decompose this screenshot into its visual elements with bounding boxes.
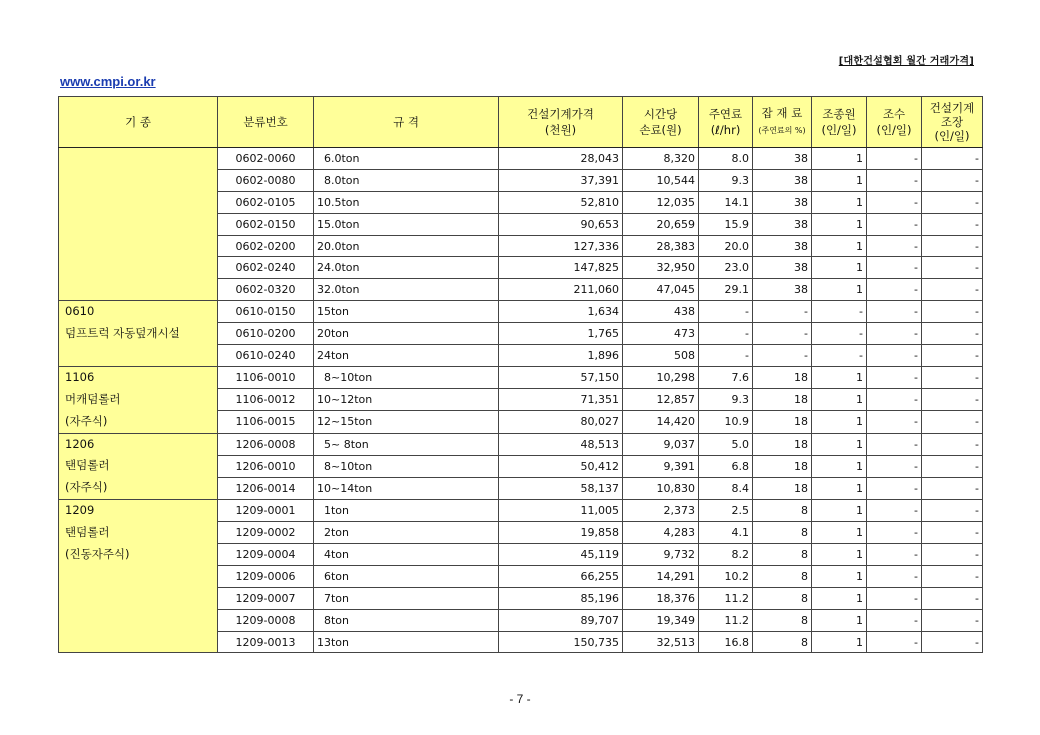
operator-cell: 1 bbox=[812, 366, 867, 388]
fuel-cell: - bbox=[699, 323, 753, 345]
spec-cell: 20.0ton bbox=[314, 235, 499, 257]
price-cell: 150,735 bbox=[499, 631, 623, 653]
machine-kind-cell bbox=[59, 301, 218, 367]
foreman-cell: - bbox=[922, 587, 983, 609]
classification-code-cell: 0602-0105 bbox=[218, 191, 314, 213]
price-cell: 66,255 bbox=[499, 565, 623, 587]
fuel-cell: 8.0 bbox=[699, 148, 753, 170]
hourly-cost-cell: 12,035 bbox=[623, 191, 699, 213]
price-cell: 127,336 bbox=[499, 235, 623, 257]
machine-kind-line: (자주식) bbox=[65, 480, 108, 495]
fuel-cell: 5.0 bbox=[699, 433, 753, 455]
misc-material-cell: 38 bbox=[753, 169, 812, 191]
classification-code-cell: 0602-0060 bbox=[218, 148, 314, 170]
fuel-cell: 15.9 bbox=[699, 213, 753, 235]
misc-material-cell: 8 bbox=[753, 544, 812, 566]
misc-material-cell: - bbox=[753, 301, 812, 323]
classification-code-cell: 1209-0008 bbox=[218, 609, 314, 631]
hourly-cost-cell: 10,298 bbox=[623, 366, 699, 388]
foreman-cell: - bbox=[922, 191, 983, 213]
fuel-cell: 29.1 bbox=[699, 279, 753, 301]
foreman-cell: - bbox=[922, 478, 983, 500]
fuel-cell: 8.2 bbox=[699, 544, 753, 566]
fuel-cell: 10.9 bbox=[699, 411, 753, 433]
machine-kind-cell bbox=[59, 366, 218, 433]
assistant-cell: - bbox=[867, 279, 922, 301]
misc-material-cell: 18 bbox=[753, 366, 812, 388]
spec-cell: 13ton bbox=[314, 631, 499, 653]
price-cell: 80,027 bbox=[499, 411, 623, 433]
header-operator: 조종원 (인/일) bbox=[812, 97, 867, 148]
misc-material-cell: 38 bbox=[753, 279, 812, 301]
spec-cell: 5~ 8ton bbox=[314, 433, 499, 455]
misc-material-cell: 38 bbox=[753, 148, 812, 170]
misc-material-cell: 38 bbox=[753, 235, 812, 257]
machine-kind-cell bbox=[59, 148, 218, 301]
assistant-cell: - bbox=[867, 522, 922, 544]
hourly-cost-cell: 8,320 bbox=[623, 148, 699, 170]
spec-cell: 20ton bbox=[314, 323, 499, 345]
misc-material-cell: 38 bbox=[753, 213, 812, 235]
table-row bbox=[59, 433, 983, 455]
operator-cell: 1 bbox=[812, 587, 867, 609]
foreman-cell: - bbox=[922, 257, 983, 279]
machine-kind-line: 1206 bbox=[65, 436, 95, 451]
operator-cell: 1 bbox=[812, 235, 867, 257]
header-misc: 잡 재 료 (주연료의 %) bbox=[753, 97, 812, 148]
foreman-cell: - bbox=[922, 631, 983, 653]
hourly-cost-cell: 10,544 bbox=[623, 169, 699, 191]
header-foreman: 건설기계 조장 (인/일) bbox=[922, 97, 983, 148]
header-price: 건설기계가격 (천원) bbox=[499, 97, 623, 148]
hourly-cost-cell: 12,857 bbox=[623, 389, 699, 411]
misc-material-cell: 18 bbox=[753, 411, 812, 433]
hourly-cost-cell: 508 bbox=[623, 345, 699, 367]
assistant-cell: - bbox=[867, 455, 922, 477]
misc-material-cell: 8 bbox=[753, 565, 812, 587]
classification-code-cell: 0602-0240 bbox=[218, 257, 314, 279]
spec-cell: 8~10ton bbox=[314, 366, 499, 388]
operator-cell: 1 bbox=[812, 478, 867, 500]
machine-kind-line: 덤프트럭 자동덮개시설 bbox=[65, 326, 180, 341]
price-cell: 85,196 bbox=[499, 587, 623, 609]
spec-cell: 32.0ton bbox=[314, 279, 499, 301]
price-cell: 1,896 bbox=[499, 345, 623, 367]
header-hourly: 시간당 손료(원) bbox=[623, 97, 699, 148]
spec-cell: 2ton bbox=[314, 522, 499, 544]
hourly-cost-cell: 2,373 bbox=[623, 500, 699, 522]
table-row bbox=[59, 500, 983, 522]
hourly-cost-cell: 20,659 bbox=[623, 213, 699, 235]
header-assistant: 조수 (인/일) bbox=[867, 97, 922, 148]
fuel-cell: 9.3 bbox=[699, 389, 753, 411]
foreman-cell: - bbox=[922, 345, 983, 367]
misc-material-cell: 8 bbox=[753, 522, 812, 544]
hourly-cost-cell: 4,283 bbox=[623, 522, 699, 544]
classification-code-cell: 1106-0015 bbox=[218, 411, 314, 433]
spec-cell: 15ton bbox=[314, 301, 499, 323]
operator-cell: 1 bbox=[812, 169, 867, 191]
hourly-cost-cell: 14,420 bbox=[623, 411, 699, 433]
foreman-cell: - bbox=[922, 522, 983, 544]
classification-code-cell: 0602-0320 bbox=[218, 279, 314, 301]
operator-cell: 1 bbox=[812, 522, 867, 544]
operator-cell: 1 bbox=[812, 148, 867, 170]
misc-material-cell: 18 bbox=[753, 389, 812, 411]
foreman-cell: - bbox=[922, 213, 983, 235]
table-row bbox=[59, 301, 983, 323]
hourly-cost-cell: 47,045 bbox=[623, 279, 699, 301]
foreman-cell: - bbox=[922, 544, 983, 566]
hourly-cost-cell: 9,391 bbox=[623, 455, 699, 477]
machine-kind-line: (자주식) bbox=[65, 413, 108, 428]
assistant-cell: - bbox=[867, 345, 922, 367]
assistant-cell: - bbox=[867, 169, 922, 191]
hourly-cost-cell: 438 bbox=[623, 301, 699, 323]
table-body bbox=[59, 148, 983, 653]
assistant-cell: - bbox=[867, 257, 922, 279]
machine-kind-line: 0610 bbox=[65, 304, 95, 319]
operator-cell: 1 bbox=[812, 257, 867, 279]
hourly-cost-cell: 9,037 bbox=[623, 433, 699, 455]
misc-material-cell: 8 bbox=[753, 609, 812, 631]
fuel-cell: 11.2 bbox=[699, 609, 753, 631]
machine-kind-cell bbox=[59, 500, 218, 653]
spec-cell: 4ton bbox=[314, 544, 499, 566]
misc-material-cell: 8 bbox=[753, 587, 812, 609]
hourly-cost-cell: 28,383 bbox=[623, 235, 699, 257]
foreman-cell: - bbox=[922, 500, 983, 522]
classification-code-cell: 1206-0014 bbox=[218, 478, 314, 500]
operator-cell: 1 bbox=[812, 544, 867, 566]
operator-cell: - bbox=[812, 301, 867, 323]
price-cell: 45,119 bbox=[499, 544, 623, 566]
spec-cell: 24.0ton bbox=[314, 257, 499, 279]
operator-cell: - bbox=[812, 323, 867, 345]
misc-material-cell: - bbox=[753, 345, 812, 367]
foreman-cell: - bbox=[922, 389, 983, 411]
foreman-cell: - bbox=[922, 169, 983, 191]
spec-cell: 15.0ton bbox=[314, 213, 499, 235]
price-cell: 71,351 bbox=[499, 389, 623, 411]
foreman-cell: - bbox=[922, 455, 983, 477]
operator-cell: 1 bbox=[812, 500, 867, 522]
assistant-cell: - bbox=[867, 500, 922, 522]
assistant-cell: - bbox=[867, 433, 922, 455]
operator-cell: 1 bbox=[812, 433, 867, 455]
price-cell: 50,412 bbox=[499, 455, 623, 477]
misc-material-cell: 18 bbox=[753, 478, 812, 500]
machine-kind-line: 탠덤롤러 bbox=[65, 458, 110, 473]
price-cell: 28,043 bbox=[499, 148, 623, 170]
operator-cell: 1 bbox=[812, 389, 867, 411]
assistant-cell: - bbox=[867, 389, 922, 411]
assistant-cell: - bbox=[867, 587, 922, 609]
price-cell: 19,858 bbox=[499, 522, 623, 544]
fuel-cell: - bbox=[699, 301, 753, 323]
hourly-cost-cell: 18,376 bbox=[623, 587, 699, 609]
assistant-cell: - bbox=[867, 235, 922, 257]
header-kind: 기 종 bbox=[59, 97, 218, 148]
assistant-cell: - bbox=[867, 191, 922, 213]
operator-cell: 1 bbox=[812, 609, 867, 631]
foreman-cell: - bbox=[922, 366, 983, 388]
misc-material-cell: 18 bbox=[753, 455, 812, 477]
website-link[interactable]: www.cmpi.or.kr bbox=[60, 74, 156, 89]
assistant-cell: - bbox=[867, 609, 922, 631]
fuel-cell: 23.0 bbox=[699, 257, 753, 279]
assistant-cell: - bbox=[867, 544, 922, 566]
fuel-cell: 2.5 bbox=[699, 500, 753, 522]
classification-code-cell: 0610-0200 bbox=[218, 323, 314, 345]
header-spec: 규 격 bbox=[314, 97, 499, 148]
hourly-cost-cell: 10,830 bbox=[623, 478, 699, 500]
machine-kind-cell bbox=[59, 433, 218, 500]
classification-code-cell: 1206-0008 bbox=[218, 433, 314, 455]
foreman-cell: - bbox=[922, 235, 983, 257]
operator-cell: 1 bbox=[812, 191, 867, 213]
price-cell: 1,765 bbox=[499, 323, 623, 345]
price-cell: 1,634 bbox=[499, 301, 623, 323]
classification-code-cell: 0602-0150 bbox=[218, 213, 314, 235]
hourly-cost-cell: 9,732 bbox=[623, 544, 699, 566]
machine-kind-line: 1209 bbox=[65, 503, 95, 518]
header-fuel: 주연료 (ℓ/hr) bbox=[699, 97, 753, 148]
price-cell: 37,391 bbox=[499, 169, 623, 191]
price-table bbox=[58, 96, 983, 653]
foreman-cell: - bbox=[922, 411, 983, 433]
misc-material-cell: - bbox=[753, 323, 812, 345]
assistant-cell: - bbox=[867, 148, 922, 170]
foreman-cell: - bbox=[922, 148, 983, 170]
operator-cell: 1 bbox=[812, 565, 867, 587]
assistant-cell: - bbox=[867, 565, 922, 587]
fuel-cell: 14.1 bbox=[699, 191, 753, 213]
foreman-cell: - bbox=[922, 565, 983, 587]
spec-cell: 10~12ton bbox=[314, 389, 499, 411]
classification-code-cell: 1209-0013 bbox=[218, 631, 314, 653]
classification-code-cell: 1106-0012 bbox=[218, 389, 314, 411]
spec-cell: 8.0ton bbox=[314, 169, 499, 191]
operator-cell: 1 bbox=[812, 213, 867, 235]
spec-cell: 8~10ton bbox=[314, 455, 499, 477]
classification-code-cell: 1209-0004 bbox=[218, 544, 314, 566]
table-header-row bbox=[59, 97, 983, 148]
assistant-cell: - bbox=[867, 478, 922, 500]
classification-code-cell: 1209-0002 bbox=[218, 522, 314, 544]
assistant-cell: - bbox=[867, 323, 922, 345]
classification-code-cell: 1206-0010 bbox=[218, 455, 314, 477]
table-row bbox=[59, 366, 983, 388]
machine-kind-line: (진동자주식) bbox=[65, 547, 130, 562]
machine-kind-line: 탠덤롤러 bbox=[65, 525, 110, 540]
operator-cell: 1 bbox=[812, 455, 867, 477]
price-cell: 211,060 bbox=[499, 279, 623, 301]
hourly-cost-cell: 473 bbox=[623, 323, 699, 345]
hourly-cost-cell: 14,291 bbox=[623, 565, 699, 587]
spec-cell: 7ton bbox=[314, 587, 499, 609]
foreman-cell: - bbox=[922, 301, 983, 323]
classification-code-cell: 1106-0010 bbox=[218, 366, 314, 388]
operator-cell: 1 bbox=[812, 411, 867, 433]
classification-code-cell: 0610-0240 bbox=[218, 345, 314, 367]
fuel-cell: 4.1 bbox=[699, 522, 753, 544]
foreman-cell: - bbox=[922, 609, 983, 631]
publisher-title: [대한건설협회 월간 거래가격] bbox=[838, 56, 974, 67]
assistant-cell: - bbox=[867, 366, 922, 388]
classification-code-cell: 1209-0007 bbox=[218, 587, 314, 609]
page-number: - 7 - bbox=[509, 692, 531, 706]
fuel-cell: 10.2 bbox=[699, 565, 753, 587]
assistant-cell: - bbox=[867, 411, 922, 433]
machine-kind-line: 1106 bbox=[65, 369, 95, 384]
assistant-cell: - bbox=[867, 301, 922, 323]
foreman-cell: - bbox=[922, 323, 983, 345]
assistant-cell: - bbox=[867, 213, 922, 235]
classification-code-cell: 1209-0001 bbox=[218, 500, 314, 522]
spec-cell: 12~15ton bbox=[314, 411, 499, 433]
classification-code-cell: 0602-0080 bbox=[218, 169, 314, 191]
misc-material-cell: 18 bbox=[753, 433, 812, 455]
spec-cell: 6ton bbox=[314, 565, 499, 587]
price-cell: 52,810 bbox=[499, 191, 623, 213]
foreman-cell: - bbox=[922, 433, 983, 455]
assistant-cell: - bbox=[867, 631, 922, 653]
table-row bbox=[59, 148, 983, 170]
classification-code-cell: 0610-0150 bbox=[218, 301, 314, 323]
hourly-cost-cell: 32,513 bbox=[623, 631, 699, 653]
spec-cell: 1ton bbox=[314, 500, 499, 522]
price-cell: 48,513 bbox=[499, 433, 623, 455]
foreman-cell: - bbox=[922, 279, 983, 301]
operator-cell: 1 bbox=[812, 631, 867, 653]
price-cell: 11,005 bbox=[499, 500, 623, 522]
classification-code-cell: 0602-0200 bbox=[218, 235, 314, 257]
fuel-cell: 11.2 bbox=[699, 587, 753, 609]
hourly-cost-cell: 32,950 bbox=[623, 257, 699, 279]
misc-material-cell: 38 bbox=[753, 257, 812, 279]
misc-material-cell: 38 bbox=[753, 191, 812, 213]
machine-kind-line: 머캐덤롤러 bbox=[65, 391, 121, 406]
price-cell: 147,825 bbox=[499, 257, 623, 279]
fuel-cell: 20.0 bbox=[699, 235, 753, 257]
fuel-cell: - bbox=[699, 345, 753, 367]
header-code: 분류번호 bbox=[218, 97, 314, 148]
operator-cell: - bbox=[812, 345, 867, 367]
hourly-cost-cell: 19,349 bbox=[623, 609, 699, 631]
price-cell: 90,653 bbox=[499, 213, 623, 235]
misc-material-cell: 8 bbox=[753, 500, 812, 522]
fuel-cell: 7.6 bbox=[699, 366, 753, 388]
price-cell: 58,137 bbox=[499, 478, 623, 500]
price-cell: 89,707 bbox=[499, 609, 623, 631]
spec-cell: 10.5ton bbox=[314, 191, 499, 213]
spec-cell: 6.0ton bbox=[314, 148, 499, 170]
operator-cell: 1 bbox=[812, 279, 867, 301]
misc-material-cell: 8 bbox=[753, 631, 812, 653]
fuel-cell: 16.8 bbox=[699, 631, 753, 653]
fuel-cell: 9.3 bbox=[699, 169, 753, 191]
spec-cell: 10~14ton bbox=[314, 478, 499, 500]
spec-cell: 8ton bbox=[314, 609, 499, 631]
classification-code-cell: 1209-0006 bbox=[218, 565, 314, 587]
spec-cell: 24ton bbox=[314, 345, 499, 367]
fuel-cell: 6.8 bbox=[699, 455, 753, 477]
fuel-cell: 8.4 bbox=[699, 478, 753, 500]
price-cell: 57,150 bbox=[499, 366, 623, 388]
